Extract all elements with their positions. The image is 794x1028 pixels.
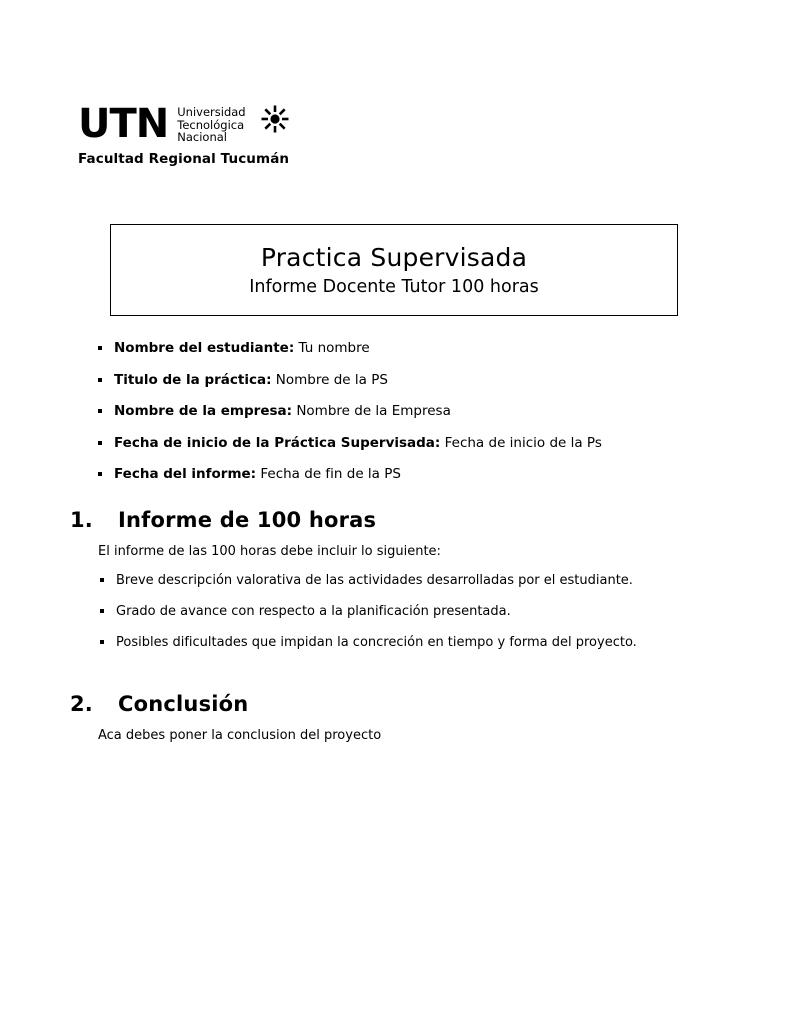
page-title: Practica Supervisada xyxy=(260,242,528,272)
list-item: Grado de avance con respecto a la planificación presentada. xyxy=(98,603,730,620)
section-bullet-list xyxy=(98,572,730,651)
section-body xyxy=(98,727,730,744)
meta-label: Fecha de inicio de la Práctica Supervisada: xyxy=(114,434,441,451)
section-number: 2. xyxy=(70,692,93,716)
list-item xyxy=(96,466,716,483)
logo-acronym: UTN xyxy=(78,101,169,147)
section-number: 1. xyxy=(70,508,93,532)
meta-value: Tu nombre xyxy=(298,340,370,356)
meta-value: Fecha de inicio de la Ps xyxy=(444,434,602,451)
section-informe-100-horas xyxy=(70,508,730,665)
logo-faculty-name: Facultad Regional Tucumán xyxy=(78,151,290,167)
section-title: Informe de 100 horas xyxy=(118,508,377,532)
section-intro: Aca debes poner la conclusion del proyecto xyxy=(98,728,382,743)
page-subtitle: Informe Docente Tutor 100 horas xyxy=(249,276,539,297)
section-intro: El informe de las 100 horas debe incluir lo siguiente: xyxy=(98,544,441,559)
list-item xyxy=(96,435,716,452)
meta-label: Nombre del estudiante: xyxy=(114,340,295,356)
list-item: Posibles dificultades que impidan la concreción en tiempo y forma del proyecto. xyxy=(98,634,730,651)
meta-label: Titulo de la práctica: xyxy=(114,371,272,388)
meta-value: Nombre de la Empresa xyxy=(296,403,451,419)
title-box xyxy=(110,224,678,316)
logo-row xyxy=(78,101,498,147)
list-item xyxy=(96,403,716,420)
meta-value: Nombre de la PS xyxy=(275,371,388,388)
logo-wordmark xyxy=(177,104,245,144)
list-item xyxy=(96,340,716,357)
list-item: Breve descripción valorativa de las actividades desarrolladas por el estudiante. xyxy=(98,572,730,589)
logo-word-line-3: Nacional xyxy=(177,130,227,144)
metadata-list xyxy=(96,340,716,498)
section-conclusion xyxy=(70,692,730,756)
meta-label: Fecha del informe: xyxy=(114,466,257,482)
meta-label: Nombre de la empresa: xyxy=(114,403,293,419)
section-heading xyxy=(70,692,730,716)
section-body xyxy=(98,543,730,651)
meta-value: Fecha de fin de la PS xyxy=(260,466,401,482)
logo-word-line-1: Universidad xyxy=(177,105,246,119)
section-heading xyxy=(70,508,730,532)
section-title: Conclusión xyxy=(118,692,249,716)
list-item xyxy=(96,372,716,389)
logo-word-line-2: Tecnológica xyxy=(177,117,245,132)
sun-of-may-icon xyxy=(261,104,289,137)
utn-logo xyxy=(78,101,498,167)
